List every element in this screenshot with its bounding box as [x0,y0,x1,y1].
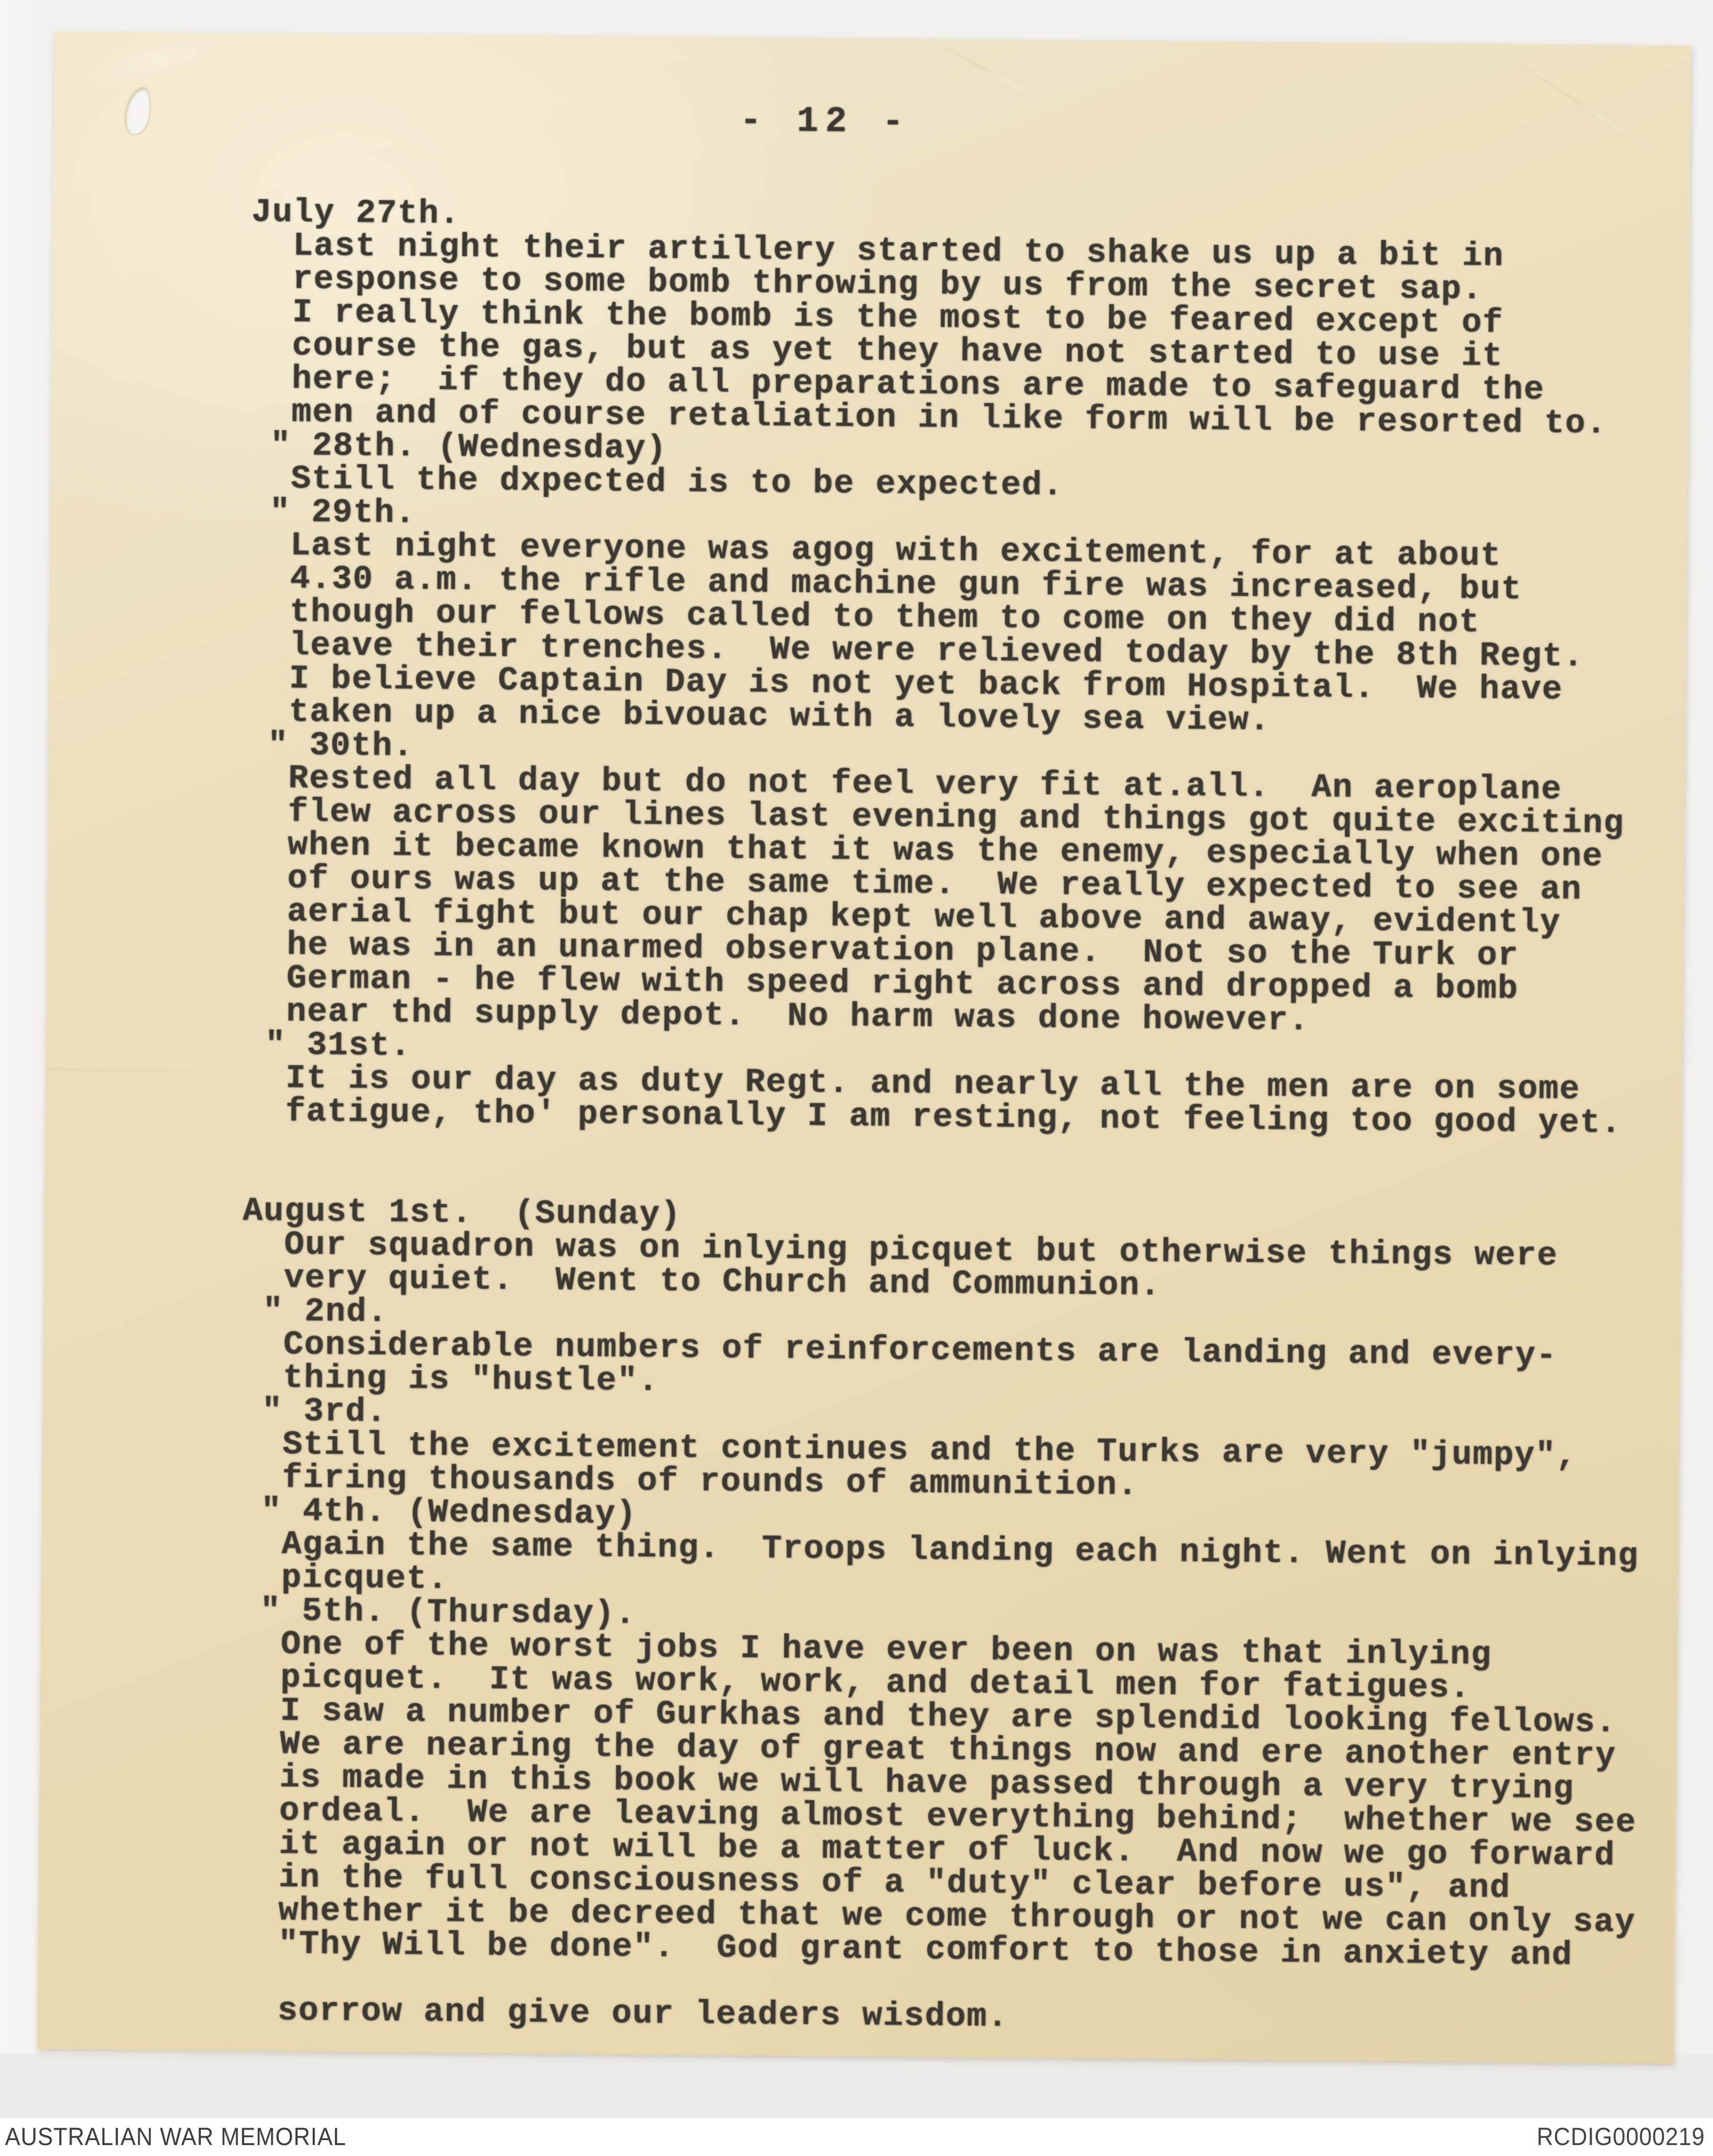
footer-institution-label: AUSTRALIAN WAR MEMORIAL [5,2123,346,2151]
page-number: - 12 - [740,100,911,143]
paper-crease [1491,46,1673,164]
diary-paper-sheet [37,31,1691,2064]
footer-record-id: RCDIG0000219 [1537,2123,1705,2151]
diary-text: July 27th. Last night their artillery started to shake us up a bit in response to some bomb throwing by us from the secret sap. I really think the bomb is the most to be feared except of course the gas, but as yet they have not started to use it here; if they do all preparations are made to safeguard the men and of course retaliation in like form will be resorted to. " 28th. (Wednesday) Still the dxpected is to be expected. " 29th. Last night everyone was agog with excitement, for at about 4.30 a.m. the rifle and machine gun fire was increased, but though our fellows called to them to come on they did not leave their trenches. We were relieved today by the 8th Regt. I believe Captain Day is not yet back from Hospital. We have taken up a nice bivouac with a lovely sea view. " 30th. Rested all day but do not feel very fit at.all. An aeroplane flew across our lines last evening and things got quite exciting when it became known that it was the enemy, especially when one of ours was up at the same time. We really expected to see an aerial fight but our chap kept well above and away, evidently he was in an unarmed observation plane. Not so the Turk or German - he flew with speed right across and dropped a bomb near thd supply depot. No harm was done however. " 31st. It is our day as duty Regt. and nearly all the men are on some fatigue, tho' personally I am resting, not feeling too good yet. August 1st. (Sunday) Our squadron was on inlying picquet but otherwise things were very quiet. Went to Church and Communion. " 2nd. Considerable numbers of reinforcements are landing and every- thing is "hustle". " 3rd. Still the excitement continues and the Turks are very "jumpy", firing thousands of rounds of ammunition. " 4th. (Wednesday) Again the same thing. Troops landing each night. Went on inlying picquet. " 5th. (Thursday). One of the worst jobs I have ever been on was that inlying picquet. It was work, work, and detail men for fatigues. I saw a number of Gurkhas and they are splendid looking fellows. We are nearing the day of great things now and ere another entry is made in this book we will have passed through a very trying ordeal. We are leaving almost everything behind; whether we see it again or not will be a matter of luck. And now we go forward in the full consciousness of a "duty" clear before us", and whether it be decreed that we come through or not we can only say "Thy Will be done". God grant comfort to those in anxiety and sorrow and give our leaders wisdom. [235,193,1639,2036]
paper-crease [920,32,1061,112]
catalogue-footer-band [0,2118,1713,2156]
